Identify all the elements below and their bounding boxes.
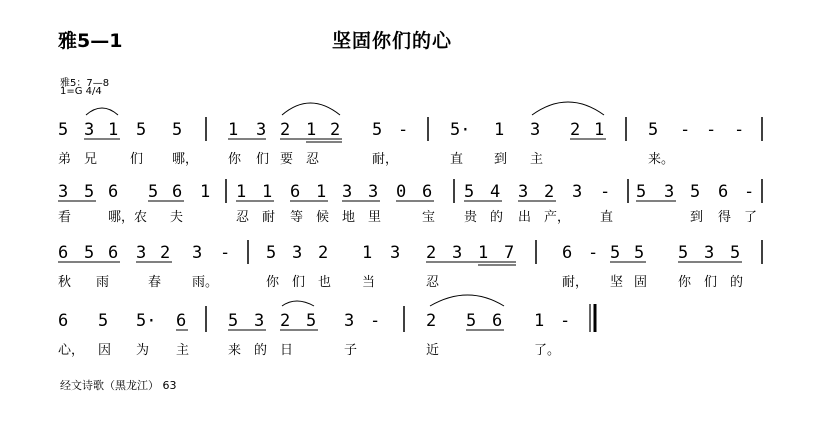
note: - (370, 311, 381, 331)
score-row-4-graphics (0, 300, 825, 370)
lyric: 里 (368, 210, 382, 225)
note: 3 (368, 182, 379, 202)
note: 3 (254, 311, 265, 331)
lyric: 哪，农 (108, 210, 148, 225)
lyric: 你 (678, 275, 692, 290)
note: 1 (108, 120, 119, 140)
note: 5· (136, 311, 157, 331)
slur (282, 103, 340, 115)
score-row-4 (0, 300, 825, 360)
source-footer: 经文诗歌（黑龙江） 63 (60, 379, 177, 392)
lyric: 地 (342, 210, 356, 225)
note: 1 (478, 243, 489, 263)
lyric: 了。 (534, 343, 561, 358)
lyric: 耐， (562, 275, 589, 290)
lyric: 雨。 (192, 275, 219, 290)
note: 3 (342, 182, 353, 202)
score-row-3 (0, 234, 825, 294)
key-signature: 1=G 4/4 (60, 86, 102, 97)
note: 3 (136, 243, 147, 263)
note: 6 (718, 182, 729, 202)
scripture-reference: 雅5：7—8 (60, 78, 110, 89)
hymn-number: 雅5—1 (58, 30, 123, 52)
lyric: 坚 (610, 275, 624, 290)
note: 5 (228, 311, 239, 331)
lyric: 的 (730, 275, 744, 290)
note: - (398, 120, 409, 140)
slur (532, 102, 604, 115)
note: 6 (58, 311, 69, 331)
note: 6 (176, 311, 187, 331)
lyric: 看 (58, 210, 72, 225)
note: 3 (84, 120, 95, 140)
note: 1 (228, 120, 239, 140)
lyric: 要 (280, 152, 294, 167)
note: 2 (426, 243, 437, 263)
note: 1 (316, 182, 327, 202)
score-row-1-graphics (0, 105, 825, 175)
note: 5 (136, 120, 147, 140)
note: 6 (422, 182, 433, 202)
note: 2 (544, 182, 555, 202)
lyric: 来。 (648, 152, 675, 167)
note: 6 (58, 243, 69, 263)
lyric: 们 (704, 275, 718, 290)
note: 3 (344, 311, 355, 331)
note: - (744, 182, 755, 202)
lyric: 到 (690, 210, 704, 225)
lyric: 耐 (262, 210, 276, 225)
lyric: 来 (228, 343, 242, 358)
lyric: 因 (98, 343, 112, 358)
note: 1 (200, 182, 211, 202)
note: - (734, 120, 745, 140)
note: 5 (372, 120, 383, 140)
lyric: 心， (58, 343, 85, 358)
note: 2 (160, 243, 171, 263)
note: 5 (636, 182, 647, 202)
note: 5 (172, 120, 183, 140)
note: - (600, 182, 611, 202)
lyric: 得 (718, 210, 732, 225)
note: 1 (306, 120, 317, 140)
lyric: 的 (254, 343, 268, 358)
note: 5 (84, 243, 95, 263)
note: 6 (562, 243, 573, 263)
lyric: 耐， (372, 152, 399, 167)
lyric: 子 (344, 343, 358, 358)
lyric: 忍 (236, 210, 250, 225)
lyric: 日 (280, 343, 294, 358)
note: 1 (494, 120, 505, 140)
lyric: 等 (290, 210, 304, 225)
note: 5 (148, 182, 159, 202)
score-row-2-graphics (0, 173, 825, 243)
note: 5 (84, 182, 95, 202)
note: 5 (466, 311, 477, 331)
note: 6 (492, 311, 503, 331)
score-row-1 (0, 105, 825, 165)
lyric: 候 (316, 210, 330, 225)
note: 5 (98, 311, 109, 331)
lyric: 为 (136, 343, 150, 358)
note: - (680, 120, 691, 140)
lyric: 当 (362, 275, 376, 290)
lyric: 忍 (306, 152, 320, 167)
note: 3 (390, 243, 401, 263)
note: 3 (292, 243, 303, 263)
note: 5 (464, 182, 475, 202)
lyric: 产， (544, 210, 571, 225)
lyric: 到 (494, 152, 508, 167)
note: 6 (172, 182, 183, 202)
note: 0 (396, 182, 407, 202)
note: 3 (518, 182, 529, 202)
note: 6 (108, 243, 119, 263)
note: 7 (504, 243, 515, 263)
note: 3 (256, 120, 267, 140)
note: 2 (426, 311, 437, 331)
note: 5 (58, 120, 69, 140)
note: 6 (290, 182, 301, 202)
lyric: 们 (292, 275, 306, 290)
note: 1 (534, 311, 545, 331)
lyric: 你 (228, 152, 242, 167)
lyric: 你 (266, 275, 280, 290)
lyric: 出 (518, 210, 532, 225)
note: 5· (450, 120, 471, 140)
slur (282, 301, 314, 306)
score-row-3-graphics (0, 234, 825, 304)
note: 1 (262, 182, 273, 202)
song-title: 坚固你们的心 (332, 30, 453, 52)
note: 5 (306, 311, 317, 331)
note: 1 (594, 120, 605, 140)
note: 2 (280, 311, 291, 331)
note: 5 (610, 243, 621, 263)
lyric: 主 (530, 152, 544, 167)
lyric: 固 (634, 275, 648, 290)
note: 2 (570, 120, 581, 140)
note: 5 (634, 243, 645, 263)
note: 3 (192, 243, 203, 263)
lyric: 宝 (422, 210, 436, 225)
lyric: 的 (490, 210, 504, 225)
note: 3 (530, 120, 541, 140)
note: 3 (704, 243, 715, 263)
lyric: 雨 (96, 275, 110, 290)
note: 4 (490, 182, 501, 202)
note: - (220, 243, 231, 263)
lyric: 秋 (58, 275, 72, 290)
note: 5 (266, 243, 277, 263)
lyric: 弟 (58, 152, 72, 167)
lyric: 忍 (426, 275, 440, 290)
lyric: 直 (450, 152, 464, 167)
note: 5 (730, 243, 741, 263)
note: 5 (648, 120, 659, 140)
note: 3 (58, 182, 69, 202)
lyric: 们 (130, 152, 144, 167)
lyric: 了 (744, 210, 758, 225)
note: 2 (318, 243, 329, 263)
note: 1 (236, 182, 247, 202)
note: - (560, 311, 571, 331)
note: - (706, 120, 717, 140)
lyric: 夫 (170, 210, 184, 225)
note: 5 (690, 182, 701, 202)
lyric: 哪， (172, 152, 199, 167)
score-row-2 (0, 173, 825, 233)
note: 3 (664, 182, 675, 202)
lyric: 春 (148, 275, 162, 290)
note: 2 (330, 120, 341, 140)
note: 3 (452, 243, 463, 263)
lyric: 们 (256, 152, 270, 167)
lyric: 主 (176, 343, 190, 358)
lyric: 近 (426, 343, 440, 358)
note: 2 (280, 120, 291, 140)
lyric: 直 (600, 210, 614, 225)
note: 3 (572, 182, 583, 202)
slur (86, 108, 118, 115)
lyric: 也 (318, 275, 332, 290)
note: - (588, 243, 599, 263)
lyric: 兄 (84, 152, 98, 167)
note: 5 (678, 243, 689, 263)
note: 6 (108, 182, 119, 202)
note: 1 (362, 243, 373, 263)
lyric: 贵 (464, 210, 478, 225)
